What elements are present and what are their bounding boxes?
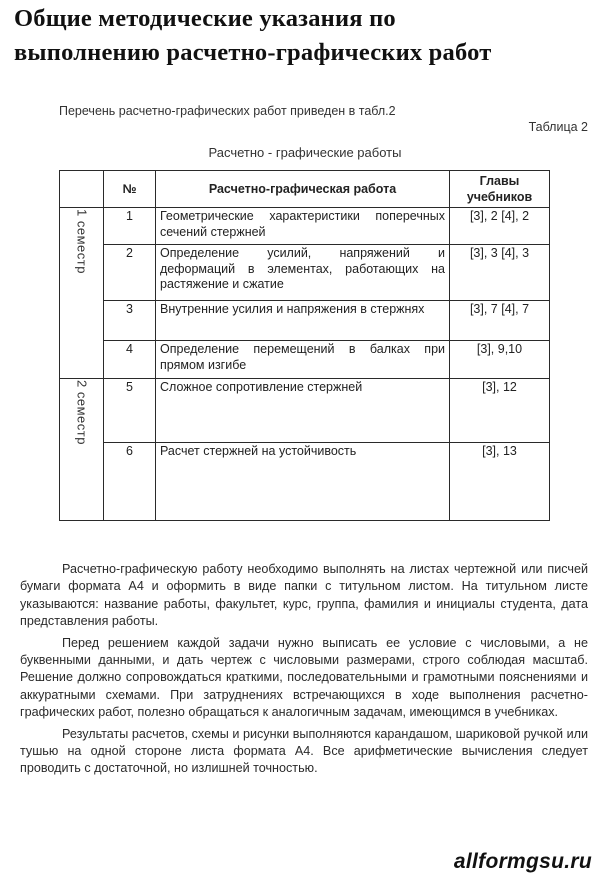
row-chapters: [3], 3 [4], 3	[450, 245, 550, 301]
row-num: 1	[104, 208, 156, 245]
row-work: Геометрические характеристики поперечных сечений стержней	[156, 208, 450, 245]
semester-1-cell	[60, 208, 104, 379]
row-chapters: [3], 12	[450, 379, 550, 443]
table-row	[60, 245, 550, 301]
page-title-line-1: Общие методические указания по	[14, 5, 396, 32]
row-work: Определение перемещений в балках при прямом изгибе	[156, 341, 450, 379]
page-title	[14, 2, 594, 70]
page-title-line-2: выполнению расчетно-графических работ	[14, 39, 492, 66]
semester-2-label: 2 семестр	[74, 380, 90, 445]
paragraph: Перед решением каждой задачи нужно выписать ее условие с числовыми, а не буквенными данными, и дать чертеж с числовыми размерами, строго соблюдая масштаб. Решение должно сопровождаться краткими, последовательными и грамотными пояснениями и аккуратными схемами. При затруднениях встречающихся в ходе выполнения расчетно-графических работ, полезно обращаться к аналогичным задачам, имеющимся в учебниках.	[20, 635, 588, 720]
header-num: №	[104, 171, 156, 208]
header-work: Расчетно-графическая работа	[156, 171, 450, 208]
table-row	[60, 341, 550, 379]
row-chapters: [3], 13	[450, 443, 550, 521]
row-num: 6	[104, 443, 156, 521]
table-row	[60, 379, 550, 443]
table-row	[60, 208, 550, 245]
table-row	[60, 301, 550, 341]
paragraph: Расчетно-графическую работу необходимо выполнять на листах чертежной или писчей бумаги формата А4 и оформить в виде папки с титульном листом. На титульном листе указываются: название работы, факультет, курс, группа, фамилия и инициалы студента, дата представления работы.	[20, 562, 588, 629]
row-num: 5	[104, 379, 156, 443]
row-chapters: [3], 9,10	[450, 341, 550, 379]
intro-text: Перечень расчетно-графических работ приведен в табл.2	[59, 104, 396, 118]
header-empty-cell	[60, 171, 104, 208]
row-work: Расчет стержней на устойчивость	[156, 443, 450, 521]
row-work: Внутренние усилия и напряжения в стержнях	[156, 301, 450, 341]
header-chapters: Главы учебников	[450, 171, 550, 208]
table-caption: Расчетно - графические работы	[208, 145, 402, 160]
table-label: Таблица 2	[528, 120, 588, 134]
row-num: 3	[104, 301, 156, 341]
row-chapters: [3], 2 [4], 2	[450, 208, 550, 245]
works-table	[59, 170, 550, 521]
row-chapters: [3], 7 [4], 7	[450, 301, 550, 341]
semester-2-cell	[60, 379, 104, 521]
semester-1-label: 1 семестр	[74, 209, 90, 274]
body-text	[20, 561, 588, 782]
site-watermark: allformgsu.ru	[453, 850, 592, 873]
table-header-row	[60, 171, 550, 208]
row-num: 2	[104, 245, 156, 301]
row-work: Определение усилий, напряжений и деформаций в элементах, работающих на растяжение и сжатие	[156, 245, 450, 301]
row-work: Сложное сопротивление стержней	[156, 379, 450, 443]
row-num: 4	[104, 341, 156, 379]
paragraph: Результаты расчетов, схемы и рисунки выполняются карандашом, шариковой ручкой или тушью на одной стороне листа формата А4. Все арифметические вычисления следует проводить с достаточной, но излишней точностью.	[20, 726, 588, 776]
table-row	[60, 443, 550, 521]
